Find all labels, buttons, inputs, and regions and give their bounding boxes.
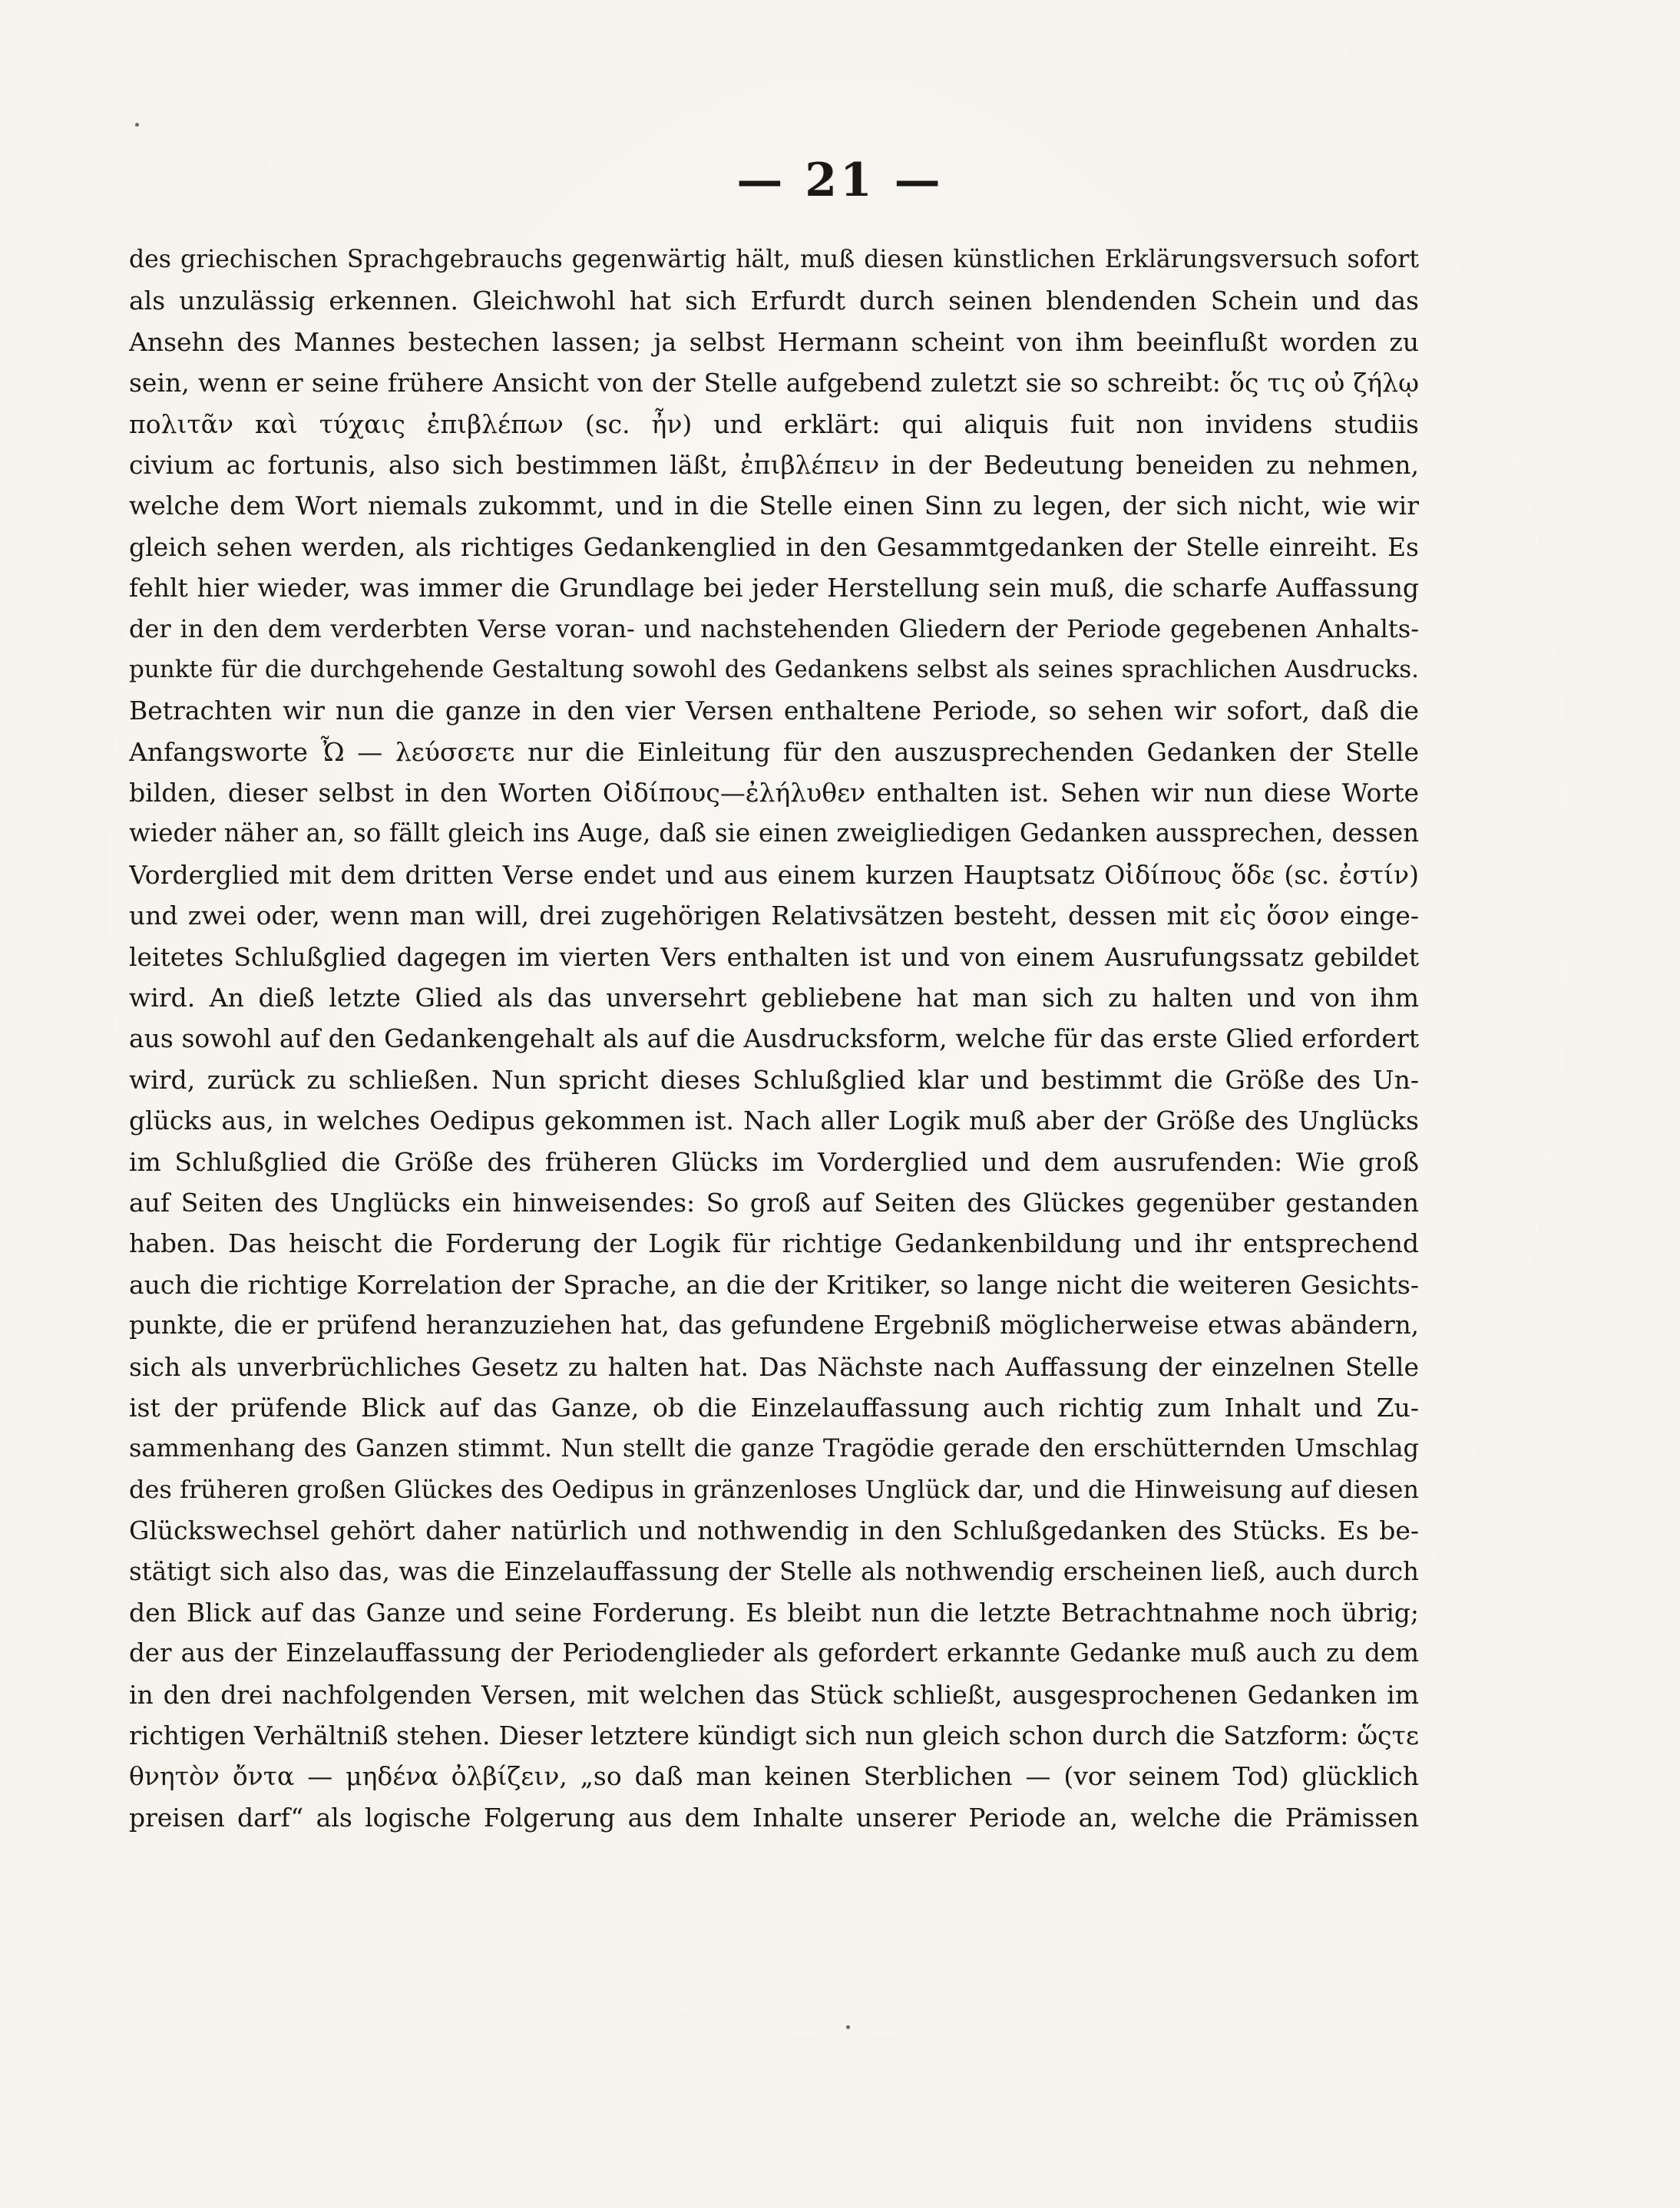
text-line: welche dem Wort niemals zukommt, und in die Stelle einen Sinn zu legen, der sich nicht, wie wir [129, 491, 1419, 521]
text-line: richtigen Verhältniß stehen. Dieser letztere kündigt sich nun gleich schon durch die Satzform: ὥςτε [129, 1720, 1419, 1751]
text-line: sich als unverbrüchliches Gesetz zu halten hat. Das Nächste nach Auffassung der einzelnen Stelle [129, 1351, 1419, 1382]
body-text [129, 240, 1419, 1879]
text-line: als unzulässig erkennen. Gleichwohl hat sich Erfurdt durch seinen blendenden Schein und das [129, 286, 1419, 316]
text-line: aus sowohl auf den Gedankengehalt als auf die Ausdrucksform, welche für das erste Glied erfordert [129, 1023, 1419, 1054]
text-line: im Schlußglied die Größe des früheren Glücks im Vorderglied und dem ausrufenden: Wie groß [129, 1146, 1419, 1177]
text-line: Betrachten wir nun die ganze in den vier Versen enthaltene Periode, so sehen wir sofort, daß die [129, 696, 1419, 726]
text-line [129, 1838, 1419, 1879]
text-line: wird, zurück zu schließen. Nun spricht dieses Schlußglied klar und bestimmt die Größe des Un- [129, 1064, 1419, 1095]
text-line: und zwei oder, wenn man will, drei zugehörigen Relativsätzen besteht, dessen mit εἰς ὅσον einge- [129, 901, 1419, 931]
text-line: Anfangsworte Ὦ — λεύσσετε nur die Einleitung für den auszusprechenden Gedanken der Stelle [129, 736, 1419, 767]
text-line: θνητὸν ὄντα — μηδένα ὀλβίζειν, „so daß man keinen Sterblichen — (vor seinem Tod) glücklich [129, 1761, 1419, 1792]
text-line: bilden, dieser selbst in den Worten Οἰδίπους—ἐλήλυθεν enthalten ist. Sehen wir nun diese Worte [129, 778, 1419, 808]
text-line: der in den dem verderbten Verse voran- und nachstehenden Gliedern der Periode gegebenen Anhalts- [129, 613, 1419, 643]
text-line: haben. Das heischt die Forderung der Logik für richtige Gedankenbildung und ihr entsprechend [129, 1228, 1419, 1259]
text-line: glücks aus, in welches Oedipus gekommen ist. Nach aller Logik muß aber der Größe des Unglücks [129, 1106, 1419, 1136]
text-line: stätigt sich also das, was die Einzelauffassung der Stelle als nothwendig erscheinen ließ, auch durch [129, 1556, 1419, 1586]
text-line: ist der prüfende Blick auf das Ganze, ob die Einzelauffassung auch richtig zum Inhalt und Zu- [129, 1392, 1419, 1423]
text-line: den Blick auf das Ganze und seine Forderung. Es bleibt nun die letzte Betrachtnahme noch übrig; [129, 1597, 1419, 1628]
text-line: fehlt hier wieder, was immer die Grundlage bei jeder Herstellung sein muß, die scharfe Auffassung [129, 573, 1419, 603]
text-line: wieder näher an, so fällt gleich ins Auge, daß sie einen zweigliedigen Gedanken aussprechen, dessen [129, 818, 1419, 848]
text-line: πολιτᾶν καὶ τύχαις ἐπιβλέπων (sc. ἦν) und erklärt: qui aliquis fuit non invidens studiis [129, 408, 1419, 439]
text-line: der aus der Einzelauffassung der Periodenglieder als gefordert erkannte Gedanke muß auch zu dem [129, 1638, 1419, 1668]
page-number: — 21 — [736, 154, 944, 207]
text-line: in den drei nachfolgenden Versen, mit welchen das Stück schließt, ausgesprochenen Gedanken im [129, 1679, 1419, 1710]
text-line: Vorderglied mit dem dritten Verse endet und aus einem kurzen Hauptsatz Οἰδίπους ὅδε (sc. ἐστίν) [129, 859, 1419, 890]
text-line: auf Seiten des Unglücks ein hinweisendes: So groß auf Seiten des Glückes gegenüber gestanden [129, 1187, 1419, 1218]
text-line: punkte, die er prüfend heranzuziehen hat, das gefundene Ergebniß möglicherweise etwas abändern, [129, 1311, 1419, 1340]
paper-speck [846, 2025, 850, 2029]
text-line: wird. An dieß letzte Glied als das unversehrt gebliebene hat man sich zu halten und von ihm [129, 983, 1419, 1013]
text-line: Ansehn des Mannes bestechen lassen; ja selbst Hermann scheint von ihm beeinflußt worden zu [129, 326, 1419, 357]
text-line: Glückswechsel gehört daher natürlich und nothwendig in den Schlußgedanken des Stücks. Es be- [129, 1516, 1419, 1546]
text-line: sammenhang des Ganzen stimmt. Nun stellt die ganze Tragödie gerade den erschütternden Umschlag [129, 1433, 1419, 1463]
text-line: gleich sehen werden, als richtiges Gedankenglied in den Gesammtgedanken der Stelle einreiht. Es [129, 531, 1419, 562]
text-line: punkte für die durchgehende Gestaltung sowohl des Gedankens selbst als seines sprachlichen Ausdrucks. [129, 655, 1419, 683]
text-line: auch die richtige Korrelation der Sprache, an die der Kritiker, so lange nicht die weiteren Gesichts- [129, 1269, 1419, 1300]
text-line: sein, wenn er seine frühere Ansicht von der Stelle aufgebend zuletzt sie so schreibt: ὅς τις οὐ ζήλῳ [129, 368, 1419, 398]
text-line: preisen darf“ als logische Folgerung aus dem Inhalte unserer Periode an, welche die Prämissen [129, 1802, 1419, 1833]
paper-speck [135, 123, 139, 127]
text-line: des griechischen Sprachgebrauchs gegenwärtig hält, muß diesen künstlichen Erklärungsversuch sofort [129, 246, 1419, 273]
text-line: leitetes Schlußglied dagegen im vierten Vers enthalten ist und von einem Ausrufungssatz gebildet [129, 941, 1419, 972]
text-line: des früheren großen Glückes des Oedipus in gränzenloses Unglück dar, und die Hinweisung auf diesen [129, 1474, 1419, 1504]
text-line: civium ac fortunis, also sich bestimmen läßt, ἐπιβλέπειν in der Bedeutung beneiden zu nehmen, [129, 449, 1419, 480]
